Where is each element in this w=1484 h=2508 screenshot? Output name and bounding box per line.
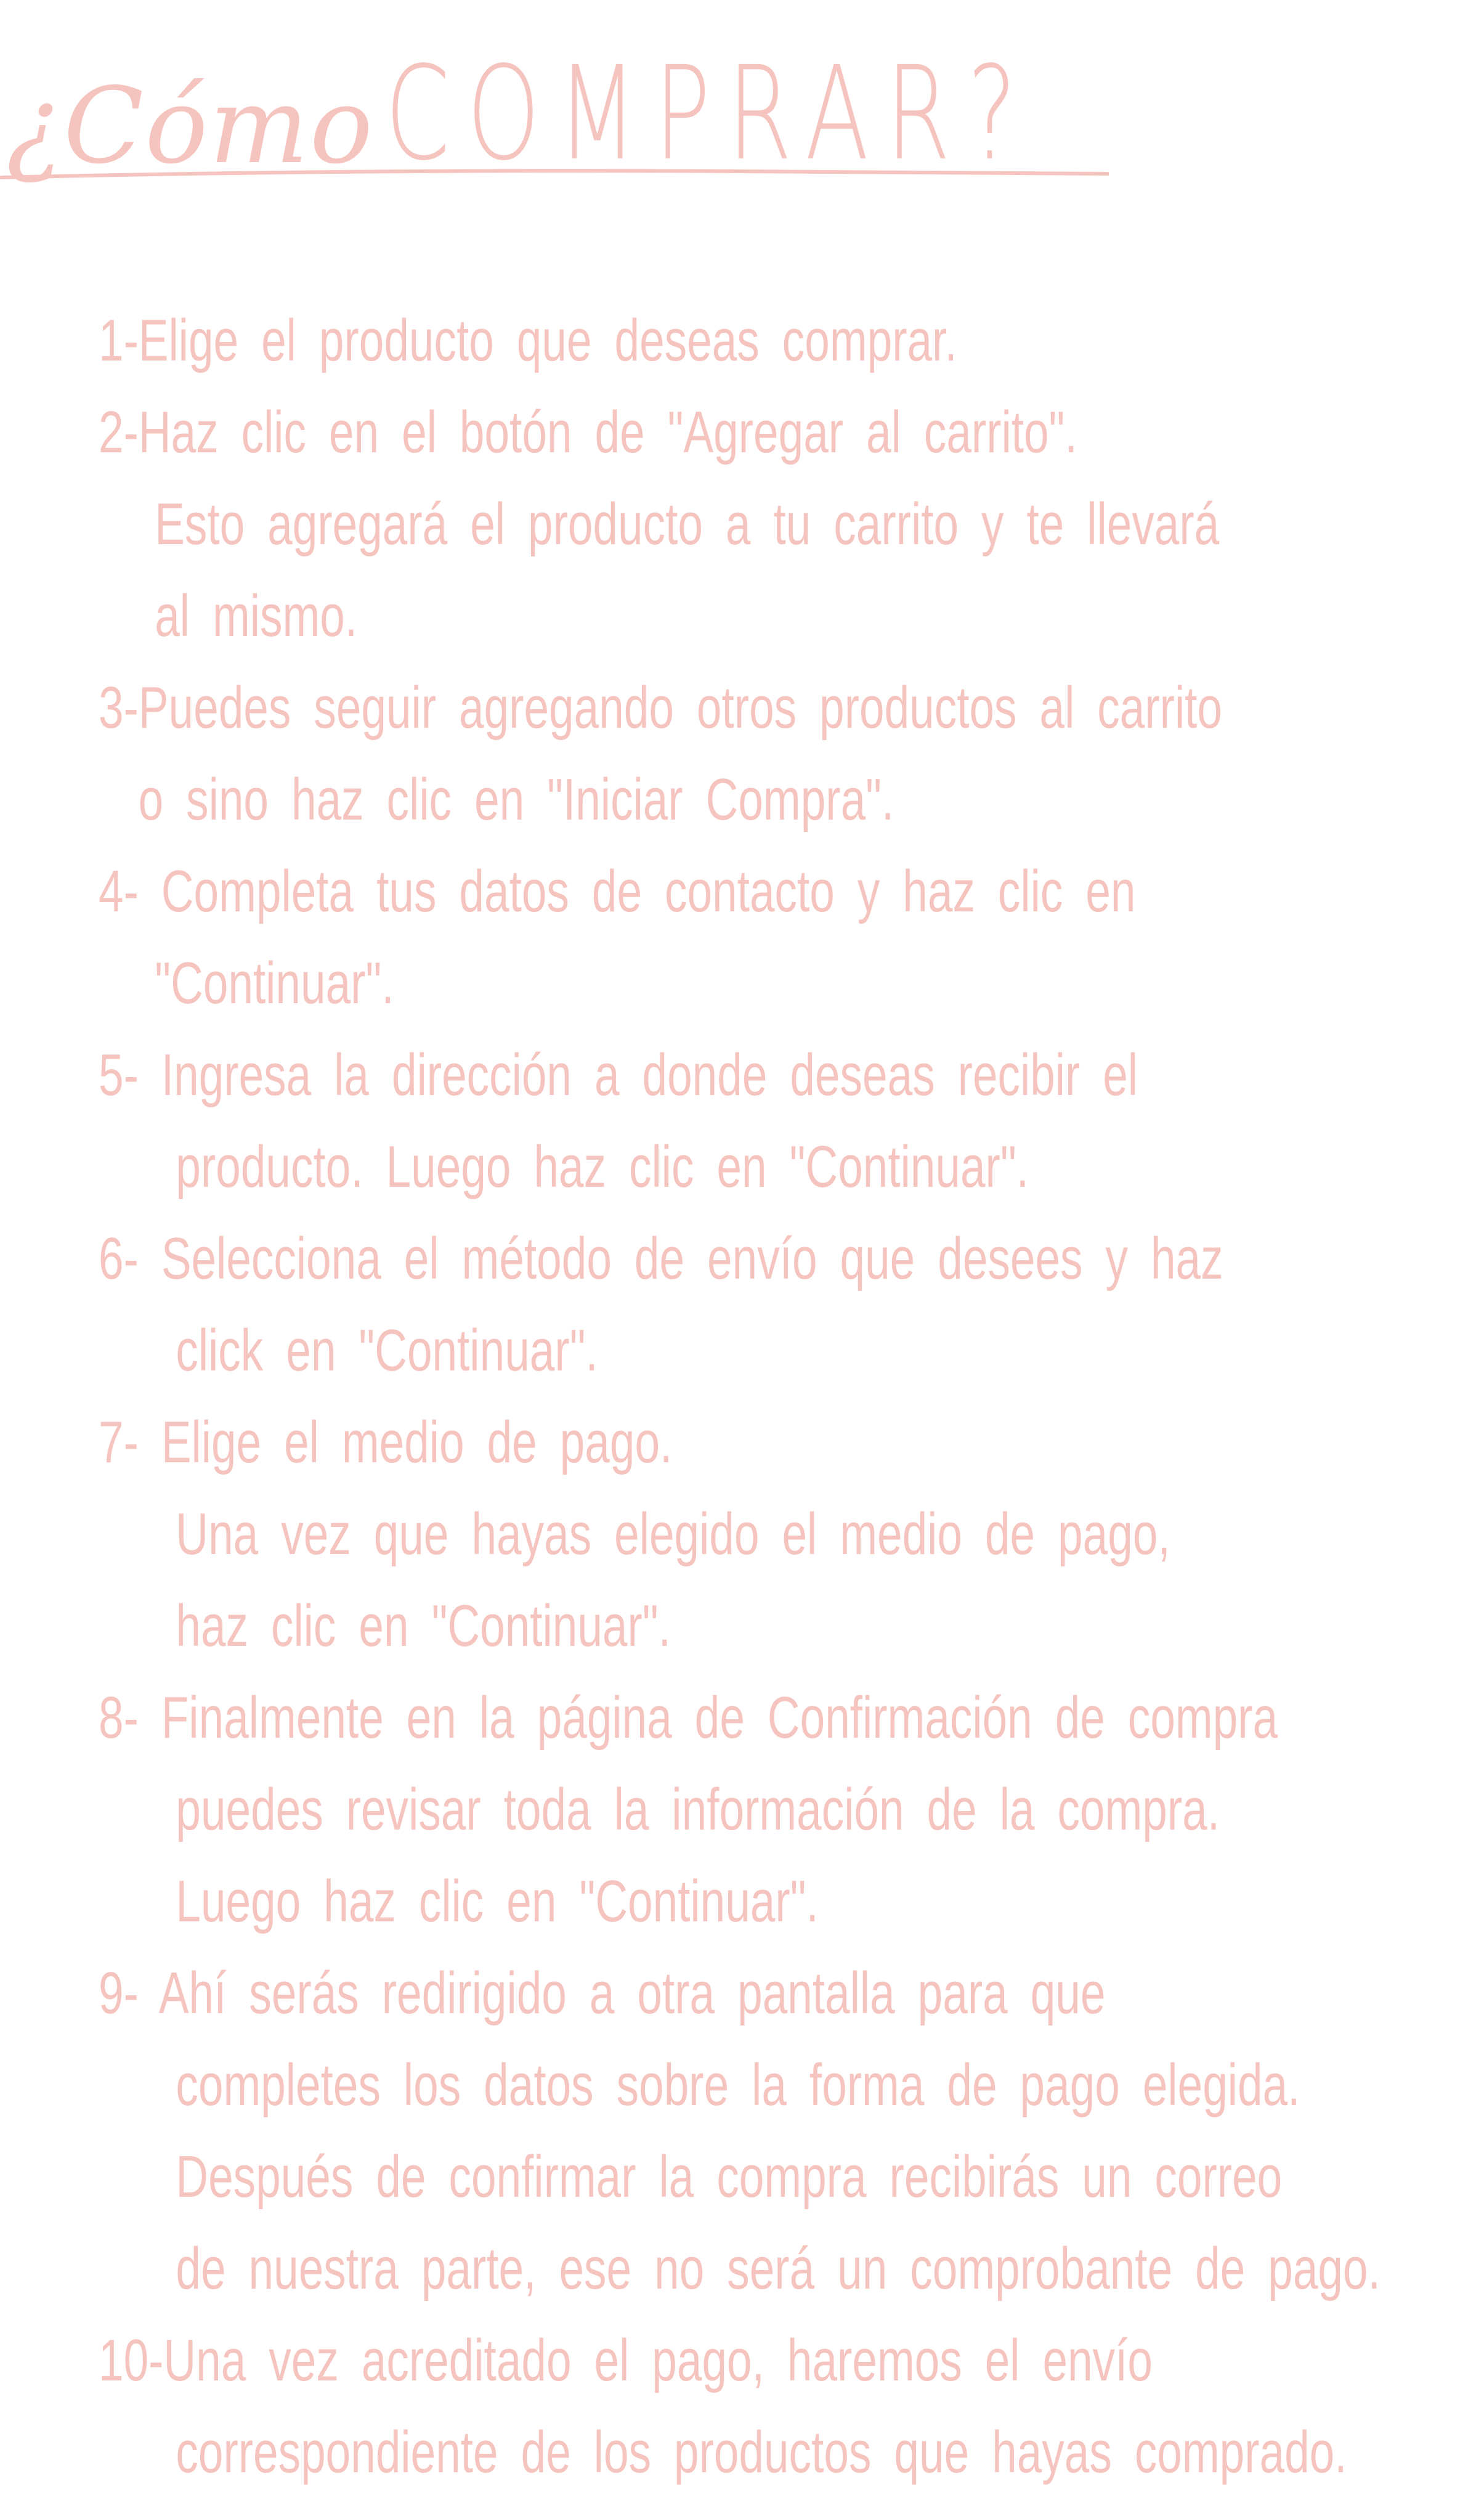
step-10-line-2: correspondiente de los productos que hayas comprado. <box>176 2419 1347 2485</box>
step-8-line-2: puedes revisar toda la información de la compra. <box>176 1777 1220 1842</box>
step-2-line-3: al mismo. <box>155 583 358 649</box>
step-7-line-3: haz clic en "Continuar". <box>176 1593 671 1659</box>
step-3-line-1: 3-Puedes seguir agregando otros productos al carrito <box>99 675 1222 741</box>
step-6-line-1: 6- Selecciona el método de envío que desees y haz <box>99 1226 1223 1292</box>
step-7-line-2: Una vez que hayas elegido el medio de pago, <box>176 1501 1170 1567</box>
step-7-line-1: 7- Elige el medio de pago. <box>99 1409 673 1475</box>
step-4-line-1: 4- Completa tus datos de contacto y haz clic en <box>99 858 1136 924</box>
step-2-line-1: 2-Haz clic en el botón de "Agregar al carrito". <box>99 399 1077 465</box>
step-5-line-2: producto. Luego haz clic en "Continuar". <box>176 1134 1029 1200</box>
step-9-line-4: de nuestra parte, ese no será un comprobante de pago. <box>176 2236 1381 2302</box>
title-underline <box>0 165 1109 190</box>
step-10-line-1: 10-Una vez acreditado el pago, haremos el envío <box>99 2327 1153 2393</box>
step-9-line-2: completes los datos sobre la forma de pago elegida. <box>176 2052 1300 2118</box>
step-9-line-1: 9- Ahí serás redirigido a otra pantalla para que <box>99 1960 1106 2026</box>
step-8-line-3: Luego haz clic en "Continuar". <box>176 1868 819 1934</box>
step-4-line-2: "Continuar". <box>155 950 394 1016</box>
title-caps: COMPRAR? <box>385 38 1034 189</box>
title-script: ¿Cómo <box>6 65 375 187</box>
step-2-line-2: Esto agregará el producto a tu carrito y te llevará <box>155 491 1220 557</box>
steps-list <box>99 295 1381 2498</box>
step-8-line-1: 8- Finalmente en la página de Confirmación de compra <box>99 1685 1278 1751</box>
step-3-line-2: o sino haz clic en "Iniciar Compra". <box>138 767 894 833</box>
step-9-line-3: Después de confirmar la compra recibirás un correo <box>176 2144 1283 2210</box>
step-5-line-1: 5- Ingresa la dirección a donde deseas recibir el <box>99 1042 1138 1108</box>
page-title <box>6 0 1286 189</box>
step-1-line-1: 1-Elige el producto que deseas comprar. <box>99 307 957 373</box>
step-6-line-2: click en "Continuar". <box>176 1317 598 1383</box>
